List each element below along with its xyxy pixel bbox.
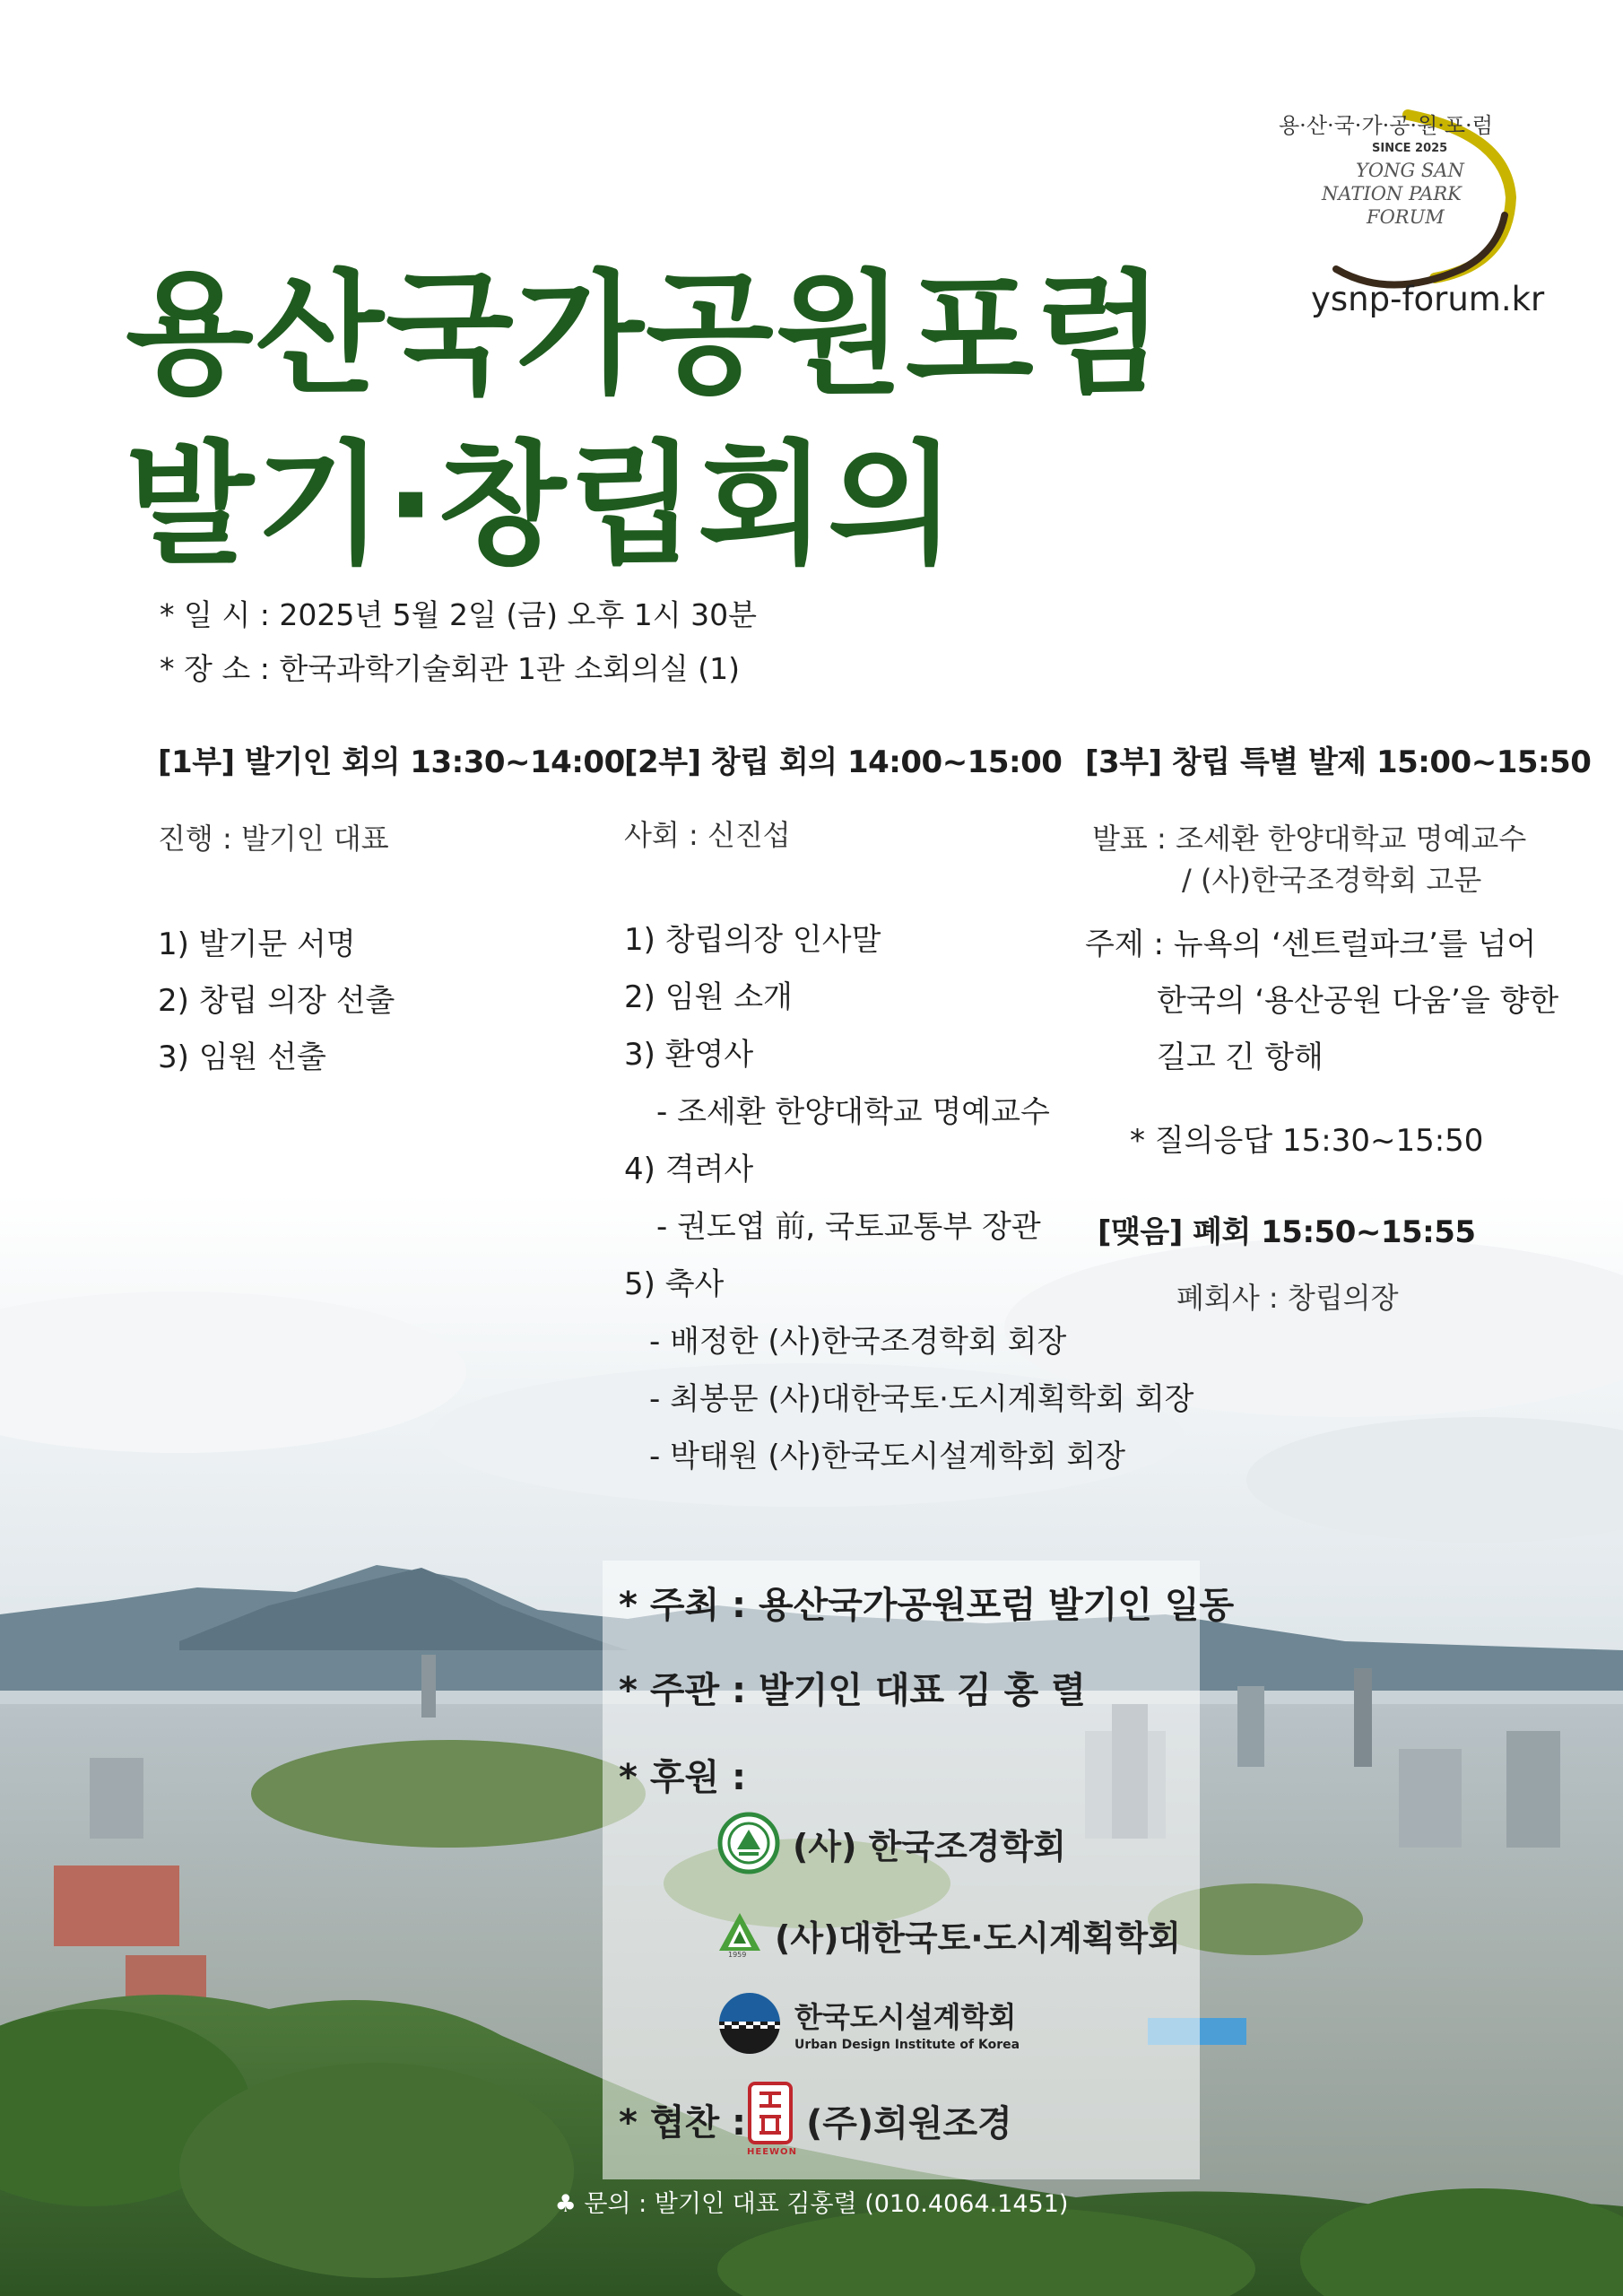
organizer: * 주관 : 발기인 대표 김 홍 렬 (619, 1670, 1086, 1711)
logo-english-2: NATION PARK (1322, 183, 1462, 204)
cosponsor-label: * 협찬 : (619, 2102, 747, 2144)
part2-subitem: - 조세환 한양대학교 명예교수 (656, 1094, 1050, 1130)
part2-subitem: - 배정한 (사)한국조경학회 회장 (649, 1324, 1067, 1360)
event-place: * 장 소 : 한국과학기술회관 1관 소회의실 (1) (160, 651, 740, 686)
part1-heading: [1부] 발기인 회의 13:30~14:00 (158, 744, 625, 780)
logo-korean-name: 용·산·국·가·공·원·포·럼 (1279, 113, 1493, 138)
part2-item: 3) 환영사 (624, 1037, 754, 1073)
host: * 주최 : 용산국가공원포럼 발기인 일동 (619, 1585, 1235, 1626)
part3-topic: 길고 긴 항해 (1157, 1039, 1324, 1075)
part1-item: 1) 발기문 서명 (158, 926, 356, 962)
closing-heading: [맺음] 폐회 15:50~15:55 (1098, 1214, 1476, 1250)
planning-society-emblem (717, 1911, 762, 1960)
planning-society-year: 1959 (728, 1950, 747, 1959)
part3-topic: 한국의 ‘용산공원 다움’을 향한 (1157, 983, 1559, 1019)
part2-item: 5) 축사 (624, 1266, 725, 1302)
part1-item: 3) 임원 선출 (158, 1039, 326, 1075)
event-date: * 일 시 : 2025년 5월 2일 (금) 오후 1시 30분 (160, 597, 758, 632)
part2-item: 2) 임원 소개 (624, 979, 793, 1015)
part1-lead: 진행 : 발기인 대표 (158, 822, 389, 856)
cosponsor-name: (주)희원조경 (806, 2102, 1012, 2144)
planning-society-emblem-icon (717, 1911, 762, 1952)
part2-item: 4) 격려사 (624, 1152, 754, 1187)
logo-since: SINCE 2025 (1372, 142, 1448, 155)
part3-presenter-affiliation: / (사)한국조경학회 고문 (1182, 863, 1482, 897)
sponsor-org-name: 한국도시설계학회 (794, 2000, 1017, 2034)
urban-design-emblem-icon (717, 1991, 782, 2056)
contact-info: ♣ 문의 : 발기인 대표 김홍렬 (010.4064.1451) (554, 2190, 1069, 2218)
part2-heading: [2부] 창립 회의 14:00~15:00 (624, 744, 1063, 780)
part1-item: 2) 창립 의장 선출 (158, 983, 395, 1019)
part3-section (1085, 737, 1605, 1320)
closing-lead: 폐회사 : 창립의장 (1176, 1281, 1399, 1315)
part3-topic: 주제 : 뉴욕의 ‘센트럴파크’를 넘어 (1085, 926, 1537, 962)
part3-qa: * 질의응답 15:30~15:50 (1130, 1123, 1484, 1159)
heewon-seal (747, 2081, 797, 2160)
heewon-seal-icon (747, 2081, 794, 2145)
logo-english-1: YONG SAN (1356, 160, 1464, 181)
landscape-society-emblem-icon (717, 1812, 780, 1874)
sponsor-org-english-name: Urban Design Institute of Korea (794, 2038, 1020, 2052)
sponsor-org-urban-design (717, 1991, 1020, 2056)
sponsor-org-name: (사) 한국조경학회 (793, 1826, 1066, 1866)
part3-heading: [3부] 창립 특별 발제 15:00~15:50 (1085, 744, 1592, 780)
part2-lead: 사회 : 신진섭 (624, 818, 791, 852)
part2-subitem: - 최봉문 (사)대한국토·도시계획학회 회장 (649, 1381, 1194, 1417)
support-label: * 후원 : (619, 1757, 747, 1798)
cosponsor-org (747, 2081, 1012, 2160)
page-title-line-2: 발기·창립회의 (126, 428, 959, 582)
sponsor-org-landscape (717, 1812, 1066, 1874)
part2-subitem: - 박태원 (사)한국도시설계학회 회장 (649, 1439, 1126, 1474)
website-url[interactable]: ysnp-forum.kr (1311, 280, 1545, 318)
page-title-line-1: 용산국가공원포럼 (126, 257, 1166, 412)
sponsor-org-planning (717, 1910, 1181, 1960)
part1-section (158, 737, 660, 1096)
part3-presenter: 발표 : 조세환 한양대학교 명예교수 (1092, 822, 1527, 856)
heewon-seal-text: HEEWON (747, 2147, 797, 2157)
part2-item: 1) 창립의장 인사말 (624, 922, 881, 958)
logo-english-3: FORUM (1367, 206, 1445, 228)
part2-subitem: - 권도엽 前, 국토교통부 장관 (656, 1209, 1041, 1245)
forum-logo (1255, 99, 1551, 305)
sponsor-org-name: (사)대한국토·도시계획학회 (775, 1918, 1181, 1958)
